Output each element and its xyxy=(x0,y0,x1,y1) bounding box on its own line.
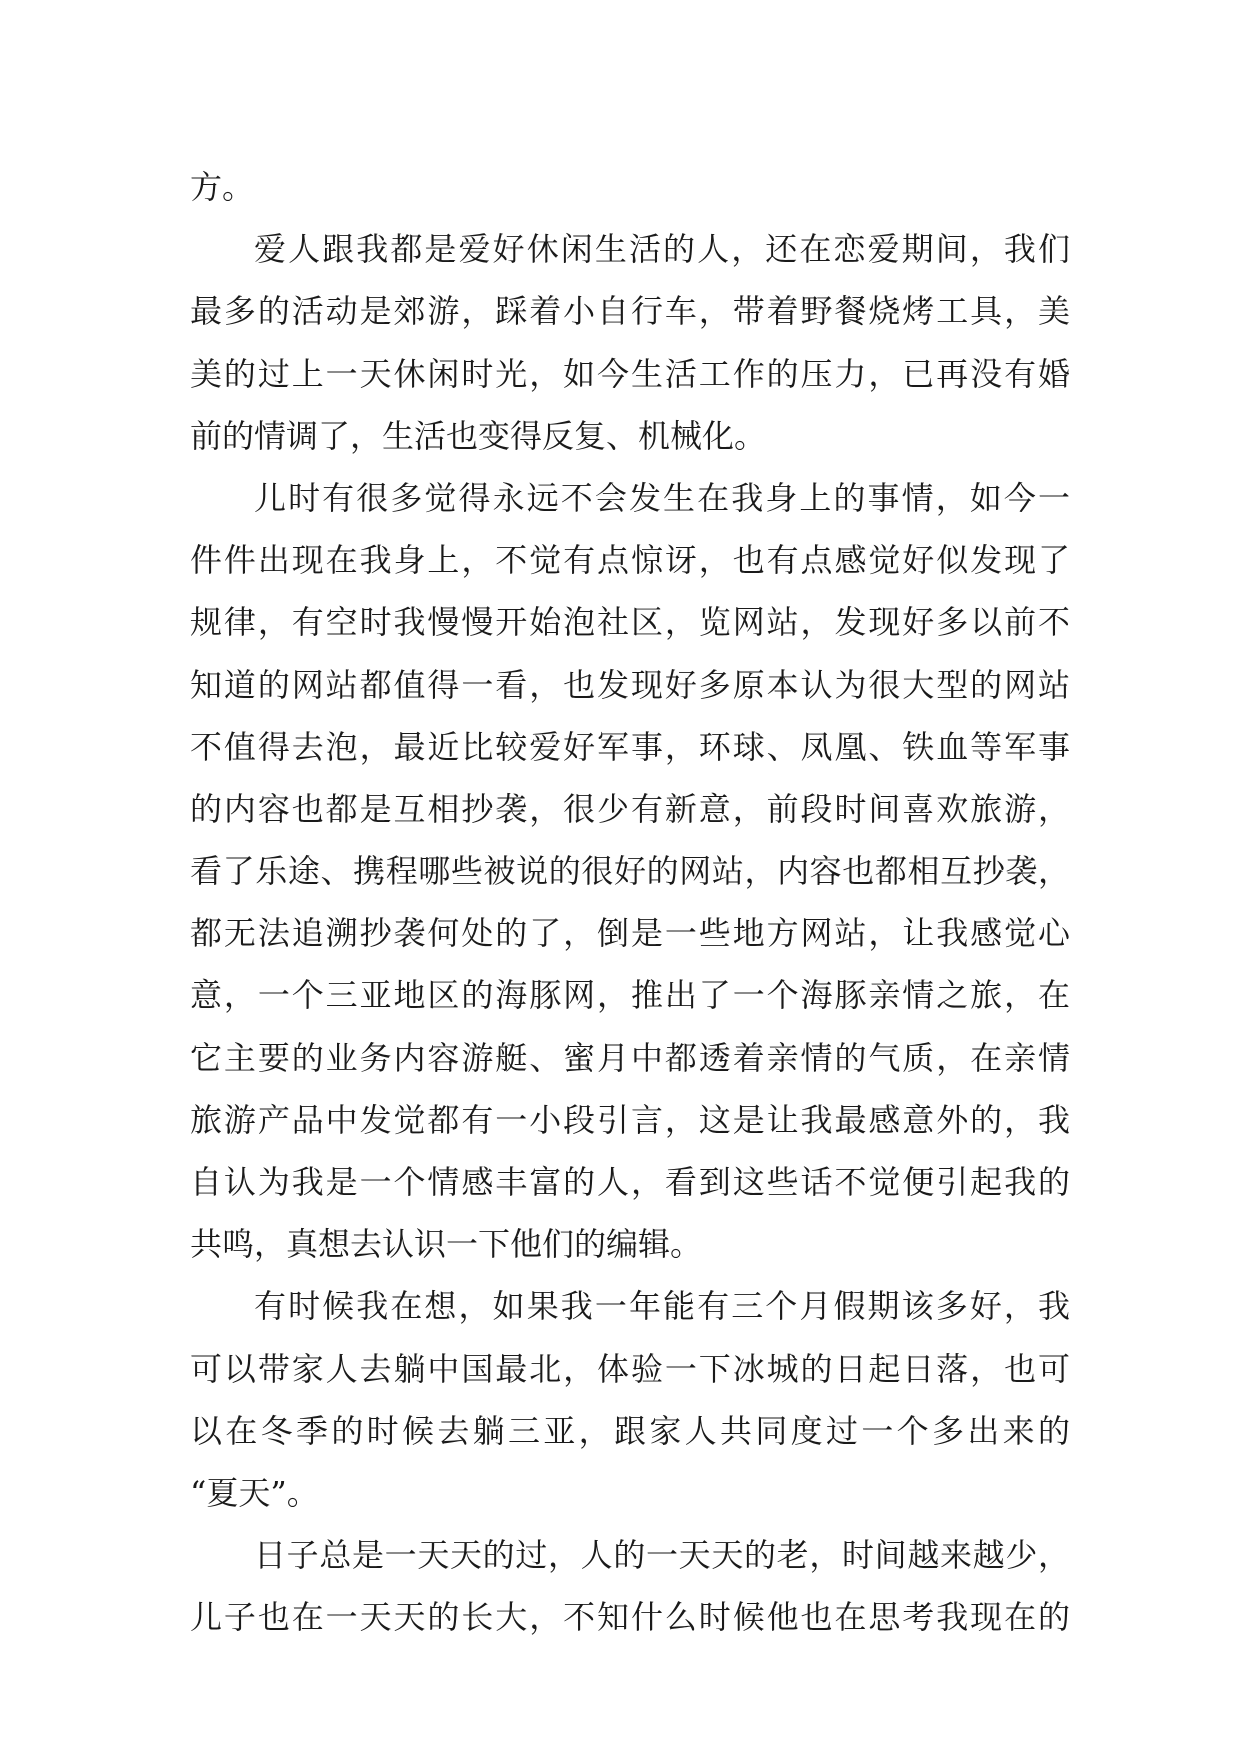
text-line: 的内容也都是互相抄袭，很少有新意，前段时间喜欢旅游， xyxy=(190,789,1070,828)
text-line: 儿时有很多觉得永远不会发生在我身上的事情，如今一 xyxy=(254,478,1070,517)
text-line: 知道的网站都值得一看，也发现好多原本认为很大型的网站 xyxy=(190,665,1070,704)
text-line: 美的过上一天休闲时光，如今生活工作的压力，已再没有婚 xyxy=(190,354,1070,393)
text-line: 爱人跟我都是爱好休闲生活的人，还在恋爱期间，我们 xyxy=(254,230,1070,269)
text-line: 规律，有空时我慢慢开始泡社区，览网站，发现好多以前不 xyxy=(190,603,1070,642)
text-line: 旅游产品中发觉都有一小段引言，这是让我最感意外的，我 xyxy=(190,1100,1070,1139)
text-line: 前的情调了，生活也变得反复、机械化。 xyxy=(190,416,767,455)
text-line: 件件出现在我身上，不觉有点惊讶，也有点感觉好似发现了 xyxy=(190,541,1070,580)
text-line: 自认为我是一个情感丰富的人，看到这些话不觉便引起我的 xyxy=(190,1163,1070,1201)
text-line: 都无法追溯抄袭何处的了，倒是一些地方网站，让我感觉心 xyxy=(190,914,1070,953)
text-line: 共鸣，真想去认识一下他们的编辑。 xyxy=(190,1225,703,1264)
body-text xyxy=(190,156,1070,1649)
text-line: 它主要的业务内容游艇、蜜月中都透着亲情的气质，在亲情 xyxy=(190,1038,1070,1077)
text-line: 有时候我在想，如果我一年能有三个月假期该多好，我 xyxy=(254,1287,1070,1326)
text-line: 可以带家人去躺中国最北，体验一下冰城的日起日落，也可 xyxy=(190,1349,1070,1388)
text-line: 意，一个三亚地区的海豚网，推出了一个海豚亲情之旅，在 xyxy=(190,976,1070,1015)
text-line: 方。 xyxy=(190,168,255,206)
text-line: “夏天”。 xyxy=(190,1473,319,1512)
text-line: 不值得去泡，最近比较爱好军事，环球、凤凰、铁血等军事 xyxy=(190,727,1070,766)
text-line: 儿子也在一天天的长大，不知什么时候他也在思考我现在的 xyxy=(190,1598,1070,1637)
text-line: 最多的活动是郊游，踩着小自行车，带着野餐烧烤工具，美 xyxy=(190,292,1070,331)
text-line: 以在冬季的时候去躺三亚，跟家人共同度过一个多出来的 xyxy=(190,1411,1070,1450)
text-line: 日子总是一天天的过，人的一天天的老，时间越来越少， xyxy=(254,1536,1070,1575)
text-line: 看了乐途、携程哪些被说的很好的网站，内容也都相互抄袭， xyxy=(190,852,1070,891)
